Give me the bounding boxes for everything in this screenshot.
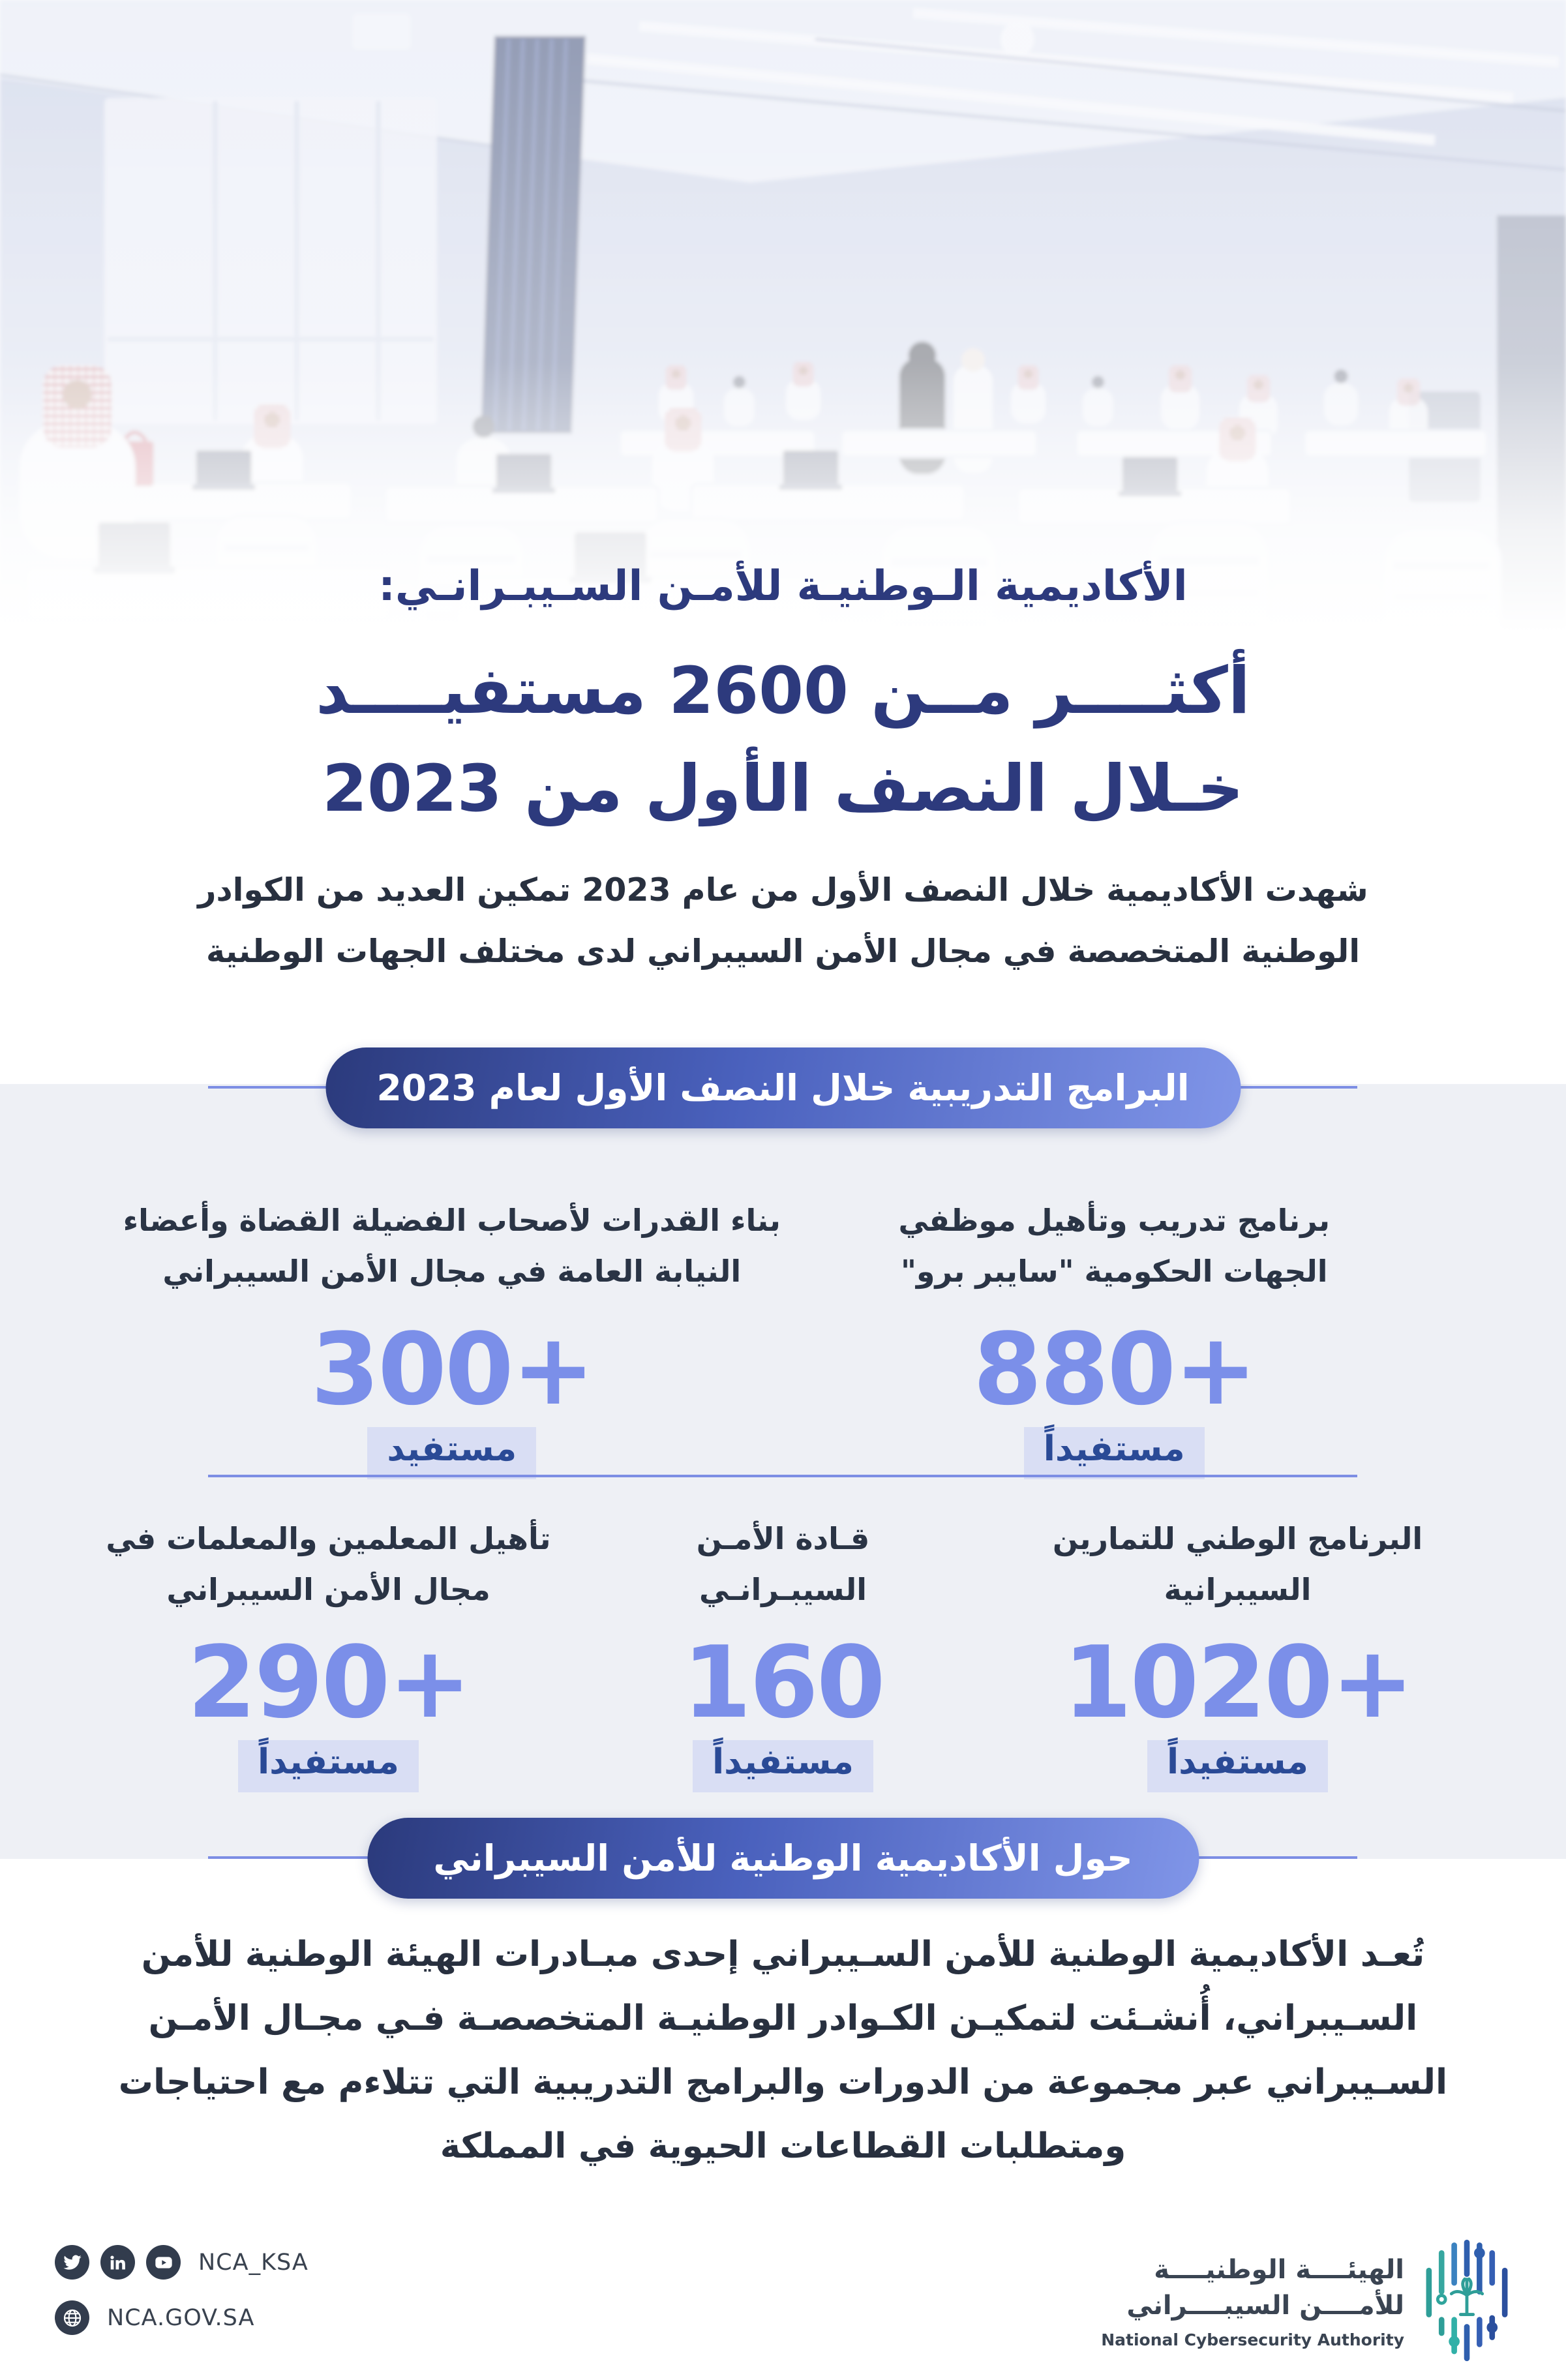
website-row (55, 2300, 309, 2335)
social-accounts-row (55, 2245, 309, 2280)
headline-line-2: خـلال النصف الأول من 2023 (322, 751, 1244, 826)
about-paragraph-line-3: السـيبراني عبر مجموعة من الدورات والبرامج التدريبية التي تتلاءم مع احتياجات (118, 2062, 1448, 2102)
nca-logo-arabic-line-2: للأمــــن السيبــــراني (1126, 2290, 1404, 2321)
stat-unit: مستفيداً (101, 1740, 556, 1792)
stat-title: البرنامج الوطني للتمارين (1052, 1521, 1423, 1556)
globe-icon[interactable] (55, 2300, 89, 2335)
social-handle-label: NCA_KSA (198, 2249, 309, 2276)
stat-value: 160 (682, 1625, 884, 1740)
stat-title: قـادة الأمـن (696, 1521, 870, 1556)
footer-social-block (55, 2245, 309, 2356)
stat-card-judges-capacity (121, 1195, 783, 1479)
about-paragraph-line-2: السـيبراني، أُنشـئت لتمكيـن الكـوادر الوطنيـة المتخصصـة فـي مجـال الأمـن (148, 1998, 1418, 2038)
stat-unit: مستفيد (121, 1427, 783, 1479)
stats-row-1 (121, 1195, 1445, 1479)
stat-value: 290+ (187, 1625, 470, 1740)
stat-value: 300+ (310, 1312, 594, 1427)
stat-unit: مستفيداً (556, 1740, 1010, 1792)
stat-title: برنامج تدريب وتأهيل موظفي (898, 1203, 1331, 1238)
headline-line-1: أكثــــر مــن 2600 مستفيــــد (316, 654, 1250, 729)
nca-logo-text (1101, 2252, 1404, 2349)
stat-unit: مستفيداً (1010, 1740, 1465, 1792)
training-section-header (0, 1047, 1566, 1128)
stat-title: تأهيل المعلمين والمعلمات في (106, 1521, 551, 1556)
stat-card-cyber-pro (783, 1195, 1446, 1479)
stat-title: بناء القدرات لأصحاب الفضيلة القضاة وأعضاء (123, 1203, 781, 1238)
stat-card-cyber-leaders (556, 1513, 1010, 1792)
stat-unit: مستفيداً (783, 1427, 1446, 1479)
stat-title: الجهات الحكومية "سايبر برو" (900, 1254, 1328, 1289)
stats-rows-divider (208, 1475, 1357, 1477)
page-title: الأكاديمية الـوطنيـة للأمـن السـيبـرانـي: (378, 562, 1188, 610)
stat-title: السيبـرانـي (699, 1572, 867, 1607)
nca-emblem-icon (1421, 2238, 1513, 2362)
stat-title: السيبرانية (1164, 1572, 1312, 1607)
twitter-icon[interactable] (55, 2245, 89, 2280)
stat-value: 1020+ (1062, 1625, 1413, 1740)
classroom-photo (0, 0, 1566, 659)
stat-value: 880+ (972, 1312, 1256, 1427)
nca-logo-arabic-line-1: الهيئــــة الوطنيــــة (1154, 2254, 1404, 2285)
linkedin-icon[interactable] (100, 2245, 135, 2280)
about-section-header (0, 1818, 1566, 1899)
stat-card-cyber-exercises (1010, 1513, 1465, 1792)
about-section-pill: حول الأكاديمية الوطنية للأمن السيبراني (367, 1818, 1199, 1899)
training-section-pill: البرامج التدريبية خلال النصف الأول لعام 2023 (325, 1047, 1241, 1128)
intro-paragraph-line-2: الوطنية المتخصصة في مجال الأمن السيبراني لدى مختلف الجهات الوطنية (205, 933, 1361, 970)
stats-row-2 (101, 1513, 1465, 1792)
intro-paragraph-line-1: شهدت الأكاديمية خلال النصف الأول من عام 2023 تمكين العديد من الكوادر (198, 871, 1368, 909)
stat-title: النيابة العامة في مجال الأمن السيبراني (162, 1254, 742, 1289)
stat-title: مجال الأمن السيبراني (166, 1572, 490, 1607)
stat-card-teachers (101, 1513, 556, 1792)
classroom-photo-illustration (0, 0, 1566, 659)
nca-logo-english: National Cybersecurity Authority (1101, 2330, 1404, 2349)
about-paragraph-line-4: ومتطلبات القطاعات الحيوية في المملكة (440, 2126, 1126, 2166)
about-paragraph-line-1: تُعـد الأكاديمية الوطنية للأمن السـيبراني إحدى مبـادرات الهيئة الوطنية للأمن (141, 1935, 1425, 1974)
website-label[interactable]: NCA.GOV.SA (107, 2304, 255, 2331)
nca-logo (1101, 2238, 1513, 2362)
youtube-icon[interactable] (146, 2245, 181, 2280)
